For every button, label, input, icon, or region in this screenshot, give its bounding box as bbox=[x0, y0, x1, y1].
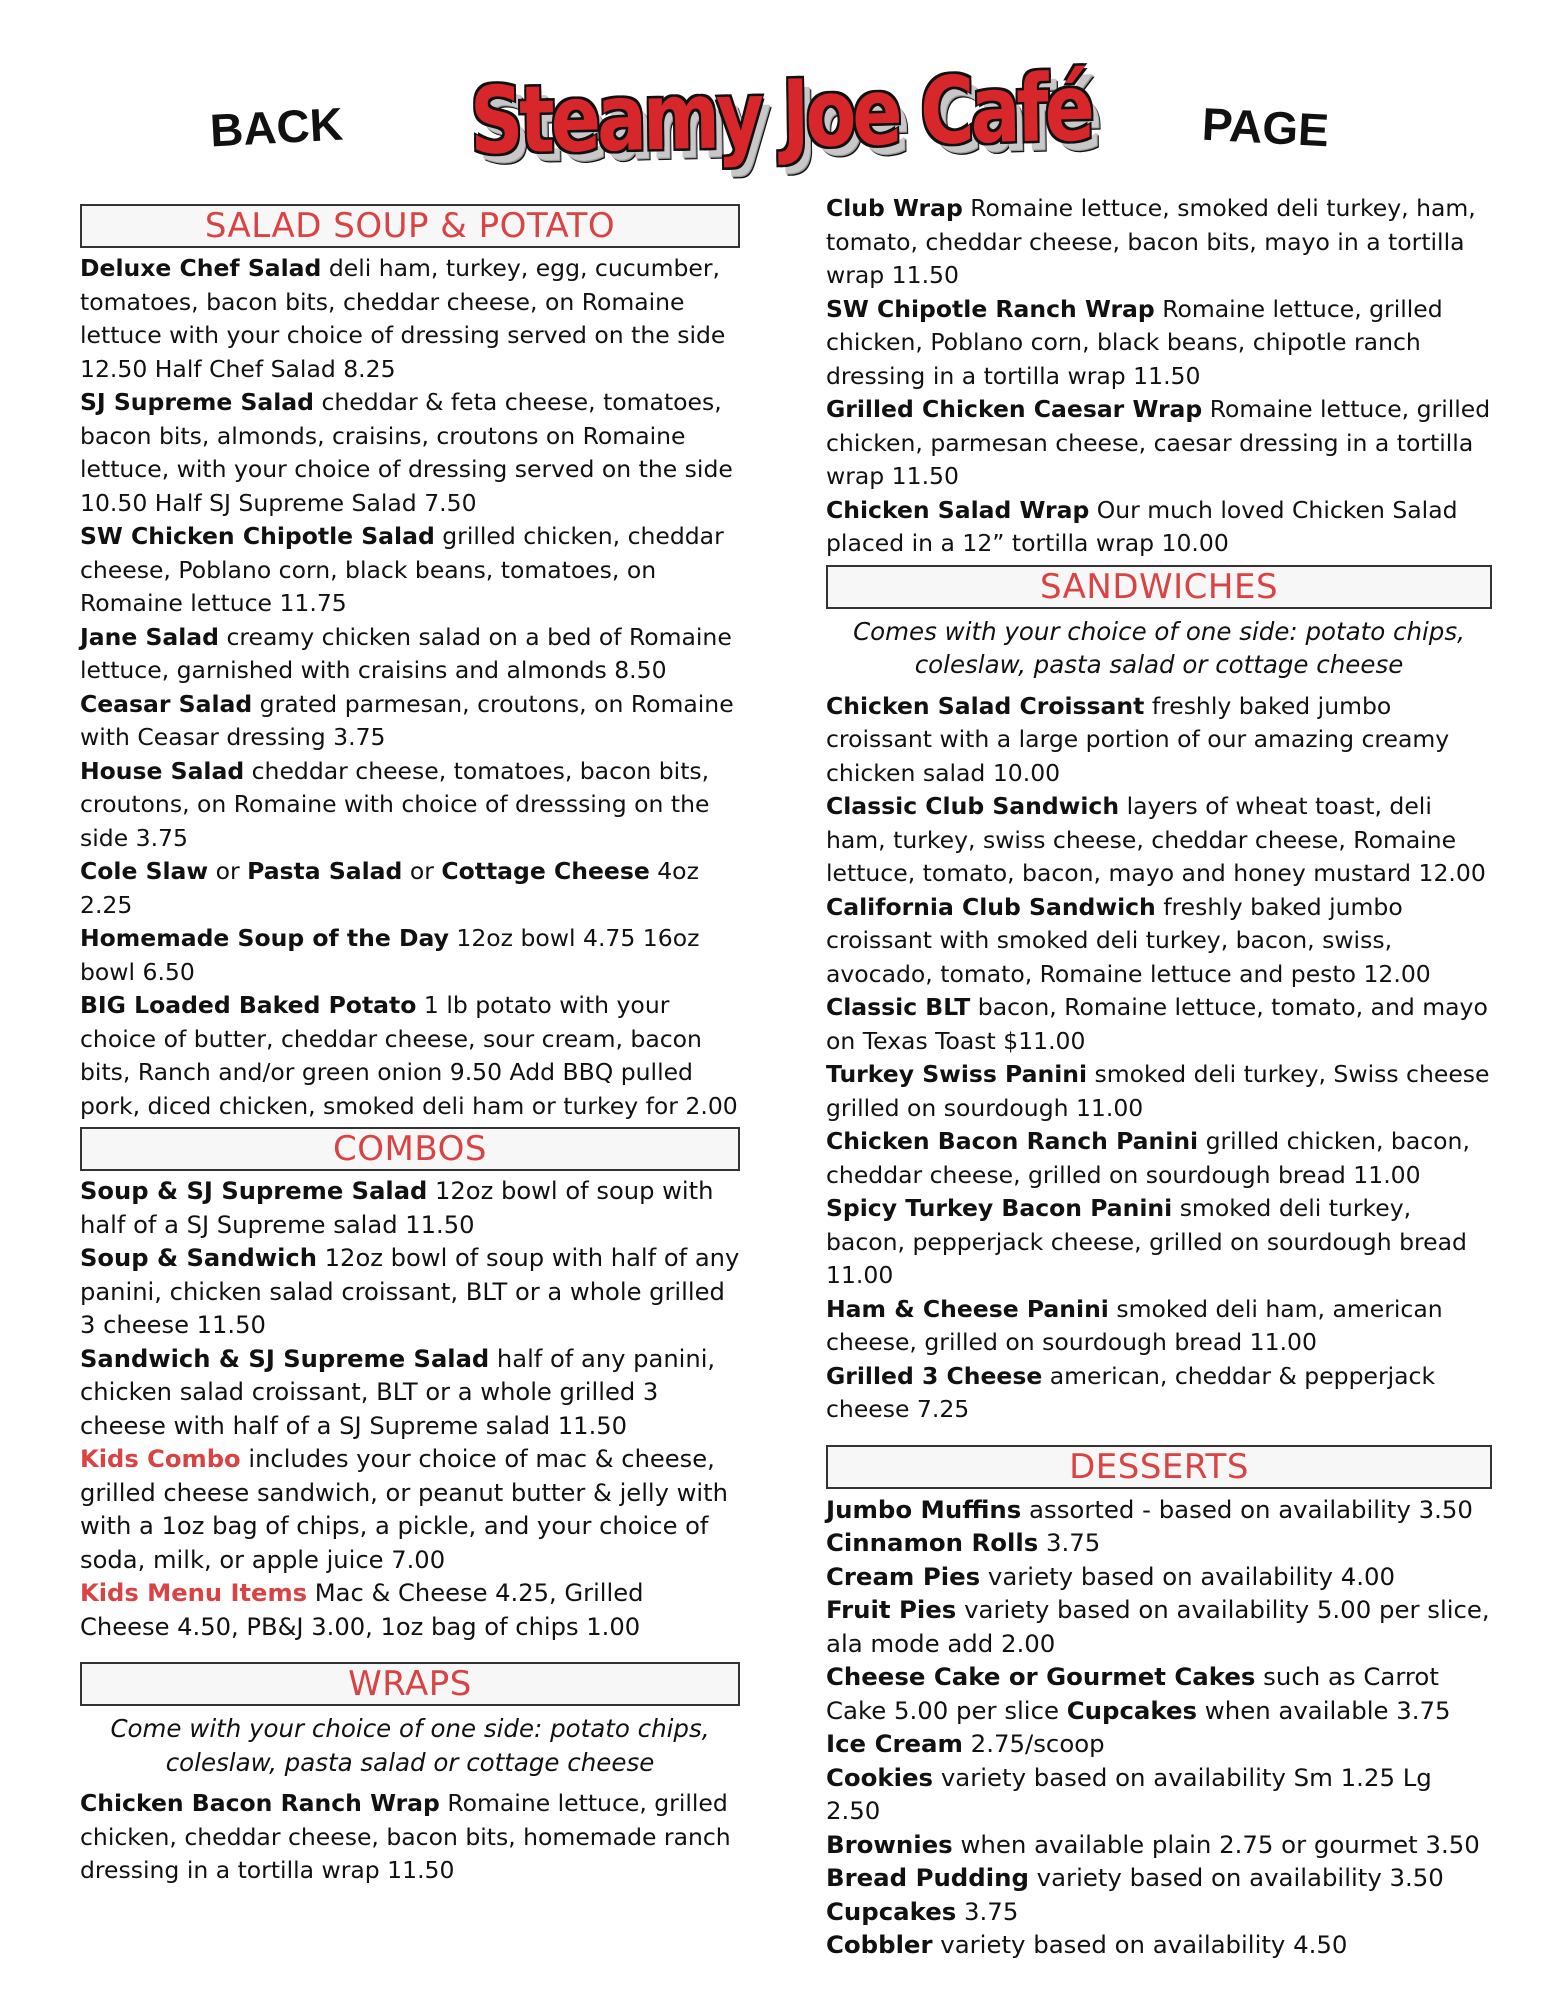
menu-item bbox=[826, 1928, 1492, 1962]
item-desc: 3.75 bbox=[956, 1896, 1019, 1926]
menu-item bbox=[826, 1493, 1492, 1527]
menu-item bbox=[826, 192, 1492, 293]
item-name: Classic Club Sandwich bbox=[826, 792, 1120, 820]
sandwiches-header: SANDWICHES bbox=[826, 565, 1492, 609]
item-desc: Romaine lettuce, grilled chicken, parmesan cheese, caesar dressing in a tortilla wrap 11.50 bbox=[826, 395, 1491, 490]
item-desc: when available plain 2.75 or gourmet 3.50 bbox=[952, 1829, 1480, 1859]
menu-item bbox=[826, 393, 1492, 494]
item-desc: smoked deli turkey, Swiss cheese grilled on sourdough 11.00 bbox=[826, 1060, 1490, 1122]
item-name: Grilled 3 Cheese bbox=[826, 1361, 1043, 1390]
menu-item bbox=[826, 1593, 1492, 1660]
item-name: Cookies bbox=[826, 1762, 934, 1792]
item-desc: 12oz bowl of soup with half of any panini, chicken salad croissant, BLT or a whole grilled 3 cheese 11.50 bbox=[80, 1244, 740, 1339]
item-desc: layers of wheat toast, deli ham, turkey, swiss cheese, cheddar cheese, Romaine lettuce, tomato, bacon, mayo and honey mustard 12.00 bbox=[826, 792, 1486, 887]
menu-item bbox=[826, 790, 1492, 891]
menu-item bbox=[826, 1560, 1492, 1594]
item-name: Cheese Cake or Gourmet Cakes bbox=[826, 1662, 1256, 1691]
menu-item bbox=[826, 991, 1492, 1058]
item-desc: assorted - based on availability 3.50 bbox=[1021, 1494, 1473, 1524]
item-desc: 2.75/scoop bbox=[962, 1729, 1105, 1758]
item-desc: includes your choice of mac & cheese, grilled cheese sandwich, or peanut butter & jelly with with a 1oz bag of chips, a pickle, and your choice of soda, milk, or apple juice 7.00 bbox=[80, 1445, 728, 1574]
item-name: Cobbler bbox=[826, 1930, 933, 1959]
item-name: SW Chicken Chipotle Salad bbox=[80, 522, 435, 550]
menu-item bbox=[80, 755, 740, 856]
item-name: Chicken Bacon Ranch Wrap bbox=[80, 1789, 440, 1817]
sandwiches-side-note: Comes with your choice of one side: potato chips, coleslaw, pasta salad or cottage cheese bbox=[853, 616, 1465, 679]
item-desc: cheddar & feta cheese, tomatoes, bacon bits, almonds, craisins, croutons on Romaine lettuce, with your choice of dressing served on the side 10.50 Half SJ Supreme Salad 7.50 bbox=[80, 388, 733, 517]
item-name: Chicken Salad Wrap bbox=[826, 495, 1090, 524]
kids-menu-name: Kids Menu Items bbox=[80, 1579, 308, 1607]
menu-item bbox=[826, 494, 1492, 561]
item-desc: 12oz bowl of soup with half of a SJ Supreme salad 11.50 bbox=[80, 1177, 714, 1239]
right-column bbox=[826, 192, 1492, 1962]
item-desc: Mac & Cheese 4.25, Grilled Cheese 4.50, PB&J 3.00, 1oz bag of chips 1.00 bbox=[80, 1579, 644, 1641]
menu-item bbox=[80, 520, 740, 621]
item-desc: 12oz bowl 4.75 16oz bowl 6.50 bbox=[80, 924, 700, 986]
side-cottage-cheese: Cottage Cheese bbox=[441, 857, 650, 885]
menu-item bbox=[80, 252, 740, 386]
kids-combo-name: Kids Combo bbox=[80, 1445, 241, 1473]
item-desc: when available 3.75 bbox=[1197, 1695, 1451, 1725]
or-text: or bbox=[402, 857, 442, 885]
item-desc: grilled chicken, cheddar cheese, Poblano corn, black beans, tomatoes, on Romaine lettuce 11.75 bbox=[80, 522, 724, 617]
desserts-header: DESSERTS bbox=[826, 1445, 1492, 1489]
left-column bbox=[80, 200, 740, 1888]
item-desc: variety based on availability 4.00 bbox=[980, 1561, 1396, 1591]
menu-item bbox=[826, 1828, 1492, 1862]
item-desc: Romaine lettuce, grilled chicken, cheddar cheese, bacon bits, homemade ranch dressing in a tortilla wrap 11.50 bbox=[80, 1789, 731, 1884]
item-name: Brownies bbox=[826, 1829, 953, 1859]
menu-item bbox=[826, 1360, 1492, 1427]
item-desc: Romaine lettuce, grilled chicken, Poblano corn, black beans, chipotle ranch dressing in a tortilla wrap 11.50 bbox=[826, 294, 1443, 390]
item-desc: Our much loved Chicken Salad placed in a 12” tortilla wrap 10.00 bbox=[826, 495, 1458, 557]
back-label: BACK bbox=[208, 97, 345, 157]
menu-item bbox=[80, 1175, 740, 1242]
item-name: Turkey Swiss Panini bbox=[826, 1060, 1088, 1088]
menu-item bbox=[80, 1577, 740, 1644]
item-name: California Club Sandwich bbox=[826, 892, 1156, 921]
item-desc: deli ham, turkey, egg, cucumber, tomatoes, bacon bits, cheddar cheese, on Romaine lettuce with your choice of dressing served on the side 12.50 Half Chef Salad 8.25 bbox=[80, 254, 726, 383]
side-pasta-salad: Pasta Salad bbox=[247, 857, 403, 885]
item-name: Fruit Pies bbox=[826, 1595, 957, 1624]
item-desc: smoked deli turkey, bacon, pepperjack cheese, grilled on sourdough bread 11.00 bbox=[826, 1194, 1467, 1289]
menu-item bbox=[826, 1058, 1492, 1125]
item-desc: such as Carrot Cake 5.00 per slice bbox=[826, 1662, 1439, 1725]
item-name: Deluxe Chef Salad bbox=[80, 254, 322, 282]
menu-item bbox=[826, 1660, 1492, 1727]
menu-item bbox=[80, 386, 740, 520]
menu-item bbox=[826, 1727, 1492, 1761]
salad-soup-potato-header: SALAD SOUP & POTATO bbox=[80, 204, 740, 248]
item-desc: freshly baked jumbo croissant with smoked deli turkey, bacon, swiss, avocado, tomato, Romaine lettuce and pesto 12.00 bbox=[826, 892, 1431, 988]
cafe-logo bbox=[468, 54, 1092, 176]
item-name: Club Wrap bbox=[826, 194, 963, 222]
item-desc: freshly baked jumbo croissant with a large portion of our amazing creamy chicken salad 10.00 bbox=[826, 691, 1450, 787]
item-desc: american, cheddar & pepperjack cheese 7.25 bbox=[826, 1361, 1436, 1423]
item-name: Cinnamon Rolls bbox=[826, 1528, 1039, 1557]
menu-item bbox=[826, 1861, 1492, 1895]
page-label: PAGE bbox=[1200, 97, 1331, 157]
item-name: Ice Cream bbox=[826, 1729, 963, 1758]
combos-header: COMBOS bbox=[80, 1127, 740, 1171]
item-desc: variety based on availability 4.50 bbox=[932, 1930, 1348, 1959]
item-name: Cupcakes bbox=[826, 1896, 957, 1926]
item-desc: cheddar cheese, tomatoes, bacon bits, croutons, on Romaine with choice of dresssing on the side 3.75 bbox=[80, 756, 710, 852]
wraps-header: WRAPS bbox=[80, 1662, 740, 1706]
menu-item bbox=[80, 1343, 740, 1444]
or-text: or bbox=[208, 857, 248, 885]
desserts-list bbox=[826, 1493, 1492, 1962]
item-name: Ceasar Salad bbox=[80, 689, 253, 718]
item-name: House Salad bbox=[80, 756, 245, 785]
item-name: Cream Pies bbox=[826, 1561, 981, 1591]
item-name: SJ Supreme Salad bbox=[80, 388, 314, 416]
item-name: Ham & Cheese Panini bbox=[826, 1294, 1109, 1323]
item-name: BIG Loaded Baked Potato bbox=[80, 991, 417, 1019]
item-name: Jumbo Muffins bbox=[826, 1494, 1022, 1524]
logo-text: Steamy Joe Café bbox=[468, 54, 1092, 176]
item-name: Soup & SJ Supreme Salad bbox=[80, 1177, 428, 1205]
menu-item bbox=[80, 989, 740, 1123]
item-desc: grilled chicken, bacon, cheddar cheese, grilled on sourdough bread 11.00 bbox=[826, 1127, 1470, 1189]
item-name: Sandwich & SJ Supreme Salad bbox=[80, 1344, 490, 1373]
item-name: Chicken Bacon Ranch Panini bbox=[826, 1127, 1199, 1155]
item-desc: variety based on availability 3.50 bbox=[1028, 1863, 1444, 1892]
menu-item bbox=[826, 1192, 1492, 1293]
item-name: Cupcakes bbox=[1066, 1695, 1198, 1725]
menu-item bbox=[80, 1443, 740, 1577]
menu-item bbox=[826, 1761, 1492, 1828]
menu-item bbox=[826, 293, 1492, 394]
item-desc: 1 lb potato with your choice of butter, cheddar cheese, sour cream, bacon bits, Ranch and/or green onion 9.50 Add BBQ pulled pork, diced chicken, smoked deli ham or turkey for 2.00 bbox=[80, 991, 738, 1120]
combos-list bbox=[80, 1175, 740, 1644]
menu-item bbox=[826, 891, 1492, 992]
item-name: Grilled Chicken Caesar Wrap bbox=[826, 395, 1203, 423]
item-name: Bread Pudding bbox=[826, 1863, 1029, 1892]
item-name: Spicy Turkey Bacon Panini bbox=[826, 1194, 1173, 1222]
item-name: Chicken Salad Croissant bbox=[826, 691, 1145, 720]
sides-item bbox=[80, 855, 740, 922]
menu-item bbox=[826, 690, 1492, 791]
item-desc: bacon, Romaine lettuce, tomato, and mayo on Texas Toast $11.00 bbox=[826, 993, 1488, 1055]
item-desc: grated parmesan, croutons, on Romaine with Ceasar dressing 3.75 bbox=[80, 689, 734, 751]
menu-item bbox=[80, 621, 740, 688]
wraps-side-note: Come with your choice of one side: potato chips, coleslaw, pasta salad or cottage cheese bbox=[110, 1714, 710, 1777]
menu-item bbox=[826, 1526, 1492, 1560]
side-cole-slaw: Cole Slaw bbox=[80, 857, 209, 885]
item-desc: variety based on availability Sm 1.25 Lg 2.50 bbox=[826, 1762, 1432, 1825]
menu-item bbox=[826, 1293, 1492, 1360]
item-desc: Romaine lettuce, smoked deli turkey, ham, tomato, cheddar cheese, bacon bits, mayo in a tortilla wrap 11.50 bbox=[826, 194, 1476, 289]
menu-item bbox=[826, 1125, 1492, 1192]
item-desc: 3.75 bbox=[1038, 1528, 1101, 1557]
sides-price: 4oz 2.25 bbox=[80, 857, 699, 919]
menu-item bbox=[80, 922, 740, 989]
item-desc: smoked deli ham, american cheese, grilled on sourdough bread 11.00 bbox=[826, 1294, 1443, 1356]
item-name: Soup & Sandwich bbox=[80, 1244, 317, 1272]
item-desc: creamy chicken salad on a bed of Romaine lettuce, garnished with craisins and almonds 8.50 bbox=[80, 622, 732, 684]
item-name: Homemade Soup of the Day bbox=[80, 924, 449, 952]
item-name: Classic BLT bbox=[826, 993, 971, 1021]
menu-item bbox=[80, 1787, 740, 1888]
item-name: SW Chipotle Ranch Wrap bbox=[826, 294, 1155, 323]
item-name: Jane Salad bbox=[80, 622, 219, 651]
item-desc: half of any panini, chicken salad croissant, BLT or a whole grilled 3 cheese with half of a SJ Supreme salad 11.50 bbox=[80, 1344, 716, 1440]
menu-item bbox=[80, 1242, 740, 1343]
menu-item bbox=[826, 1895, 1492, 1929]
item-desc: variety based on availability 5.00 per slice, ala mode add 2.00 bbox=[826, 1595, 1490, 1658]
menu-item bbox=[80, 688, 740, 755]
